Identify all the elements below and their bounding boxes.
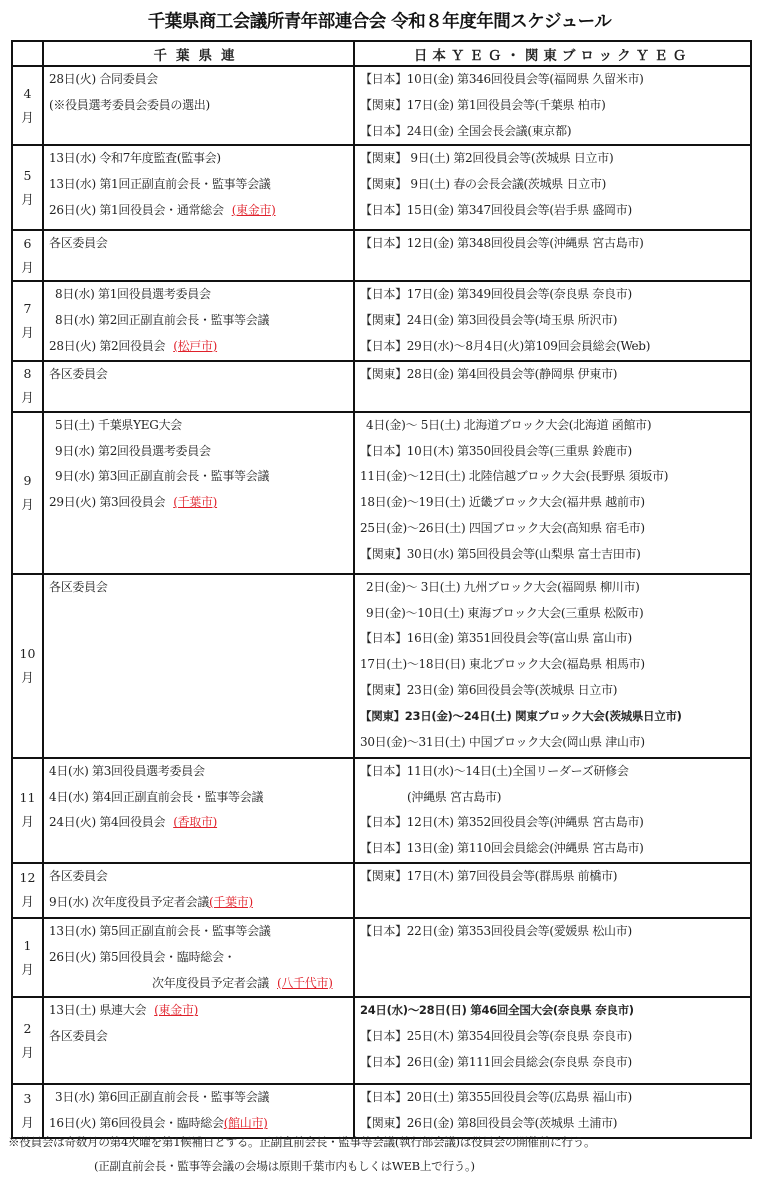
event-text: 9日(水) 次年度役員予定者会議	[49, 894, 210, 909]
event-text: 11日(金)～12日(土) 北陸信越ブロック大会(長野県 須坂市)	[360, 469, 669, 484]
kenren-cell	[43, 361, 354, 412]
month-number: 4	[23, 85, 32, 101]
month-cell	[12, 758, 43, 863]
table-row	[12, 412, 751, 574]
yeg-event	[355, 362, 750, 388]
event-text: 【日本】15日(金) 第347回役員会等(岩手県 盛岡市)	[360, 202, 632, 217]
yeg-cell	[354, 918, 751, 997]
month-cell	[12, 574, 43, 758]
kenren-event	[44, 308, 353, 334]
yeg-cell	[354, 758, 751, 863]
yeg-event	[355, 516, 750, 542]
month-number: 7	[23, 301, 32, 317]
event-text: 【日本】10日(木) 第350回役員会等(三重県 鈴鹿市)	[360, 443, 632, 458]
table-row	[12, 66, 751, 145]
kenren-event	[44, 810, 353, 836]
event-text: 4日(金)～ 5日(土) 北海道ブロック大会(北海道 函館市)	[366, 417, 652, 432]
kenren-event	[44, 413, 353, 439]
yeg-cell	[354, 281, 751, 360]
page-title: 千葉県商工会議所青年部連合会 令和８年度年間スケジュール	[147, 12, 612, 32]
kenren-event	[44, 439, 353, 465]
kenren-cell	[43, 145, 354, 230]
event-text: 【関東】23日(金)～24日(土) 関東ブロック大会(茨城県日立市)	[360, 708, 682, 723]
month-cell	[12, 145, 43, 230]
yeg-event	[355, 334, 750, 360]
event-text: 13日(水) 第1回正副直前会長・監事等会議	[49, 177, 271, 192]
month-unit: 月	[21, 191, 34, 207]
header-kenren: 千葉県連	[43, 41, 354, 66]
month-number: 6	[23, 235, 32, 251]
month-unit: 月	[21, 109, 34, 125]
event-text: 各区委員会	[49, 366, 108, 381]
event-text: 【日本】11日(水)～14日(土)全国リーダーズ研修会	[360, 763, 629, 778]
event-text: 【日本】12日(金) 第348回役員会等(沖縄県 宮古島市)	[360, 236, 644, 251]
month-unit: 月	[21, 1115, 34, 1131]
yeg-event	[355, 1024, 750, 1050]
event-location-link: (八千代市)	[277, 975, 333, 990]
event-text: 26日(火) 第1回役員会・通常総会	[49, 202, 224, 217]
footnotes	[8, 1130, 753, 1178]
kenren-event	[44, 464, 353, 490]
table-row	[12, 997, 751, 1084]
event-location-link: (東金市)	[154, 1003, 199, 1018]
yeg-event	[355, 998, 750, 1024]
month-number: 8	[23, 366, 32, 382]
kenren-event	[44, 334, 353, 360]
month-number: 3	[23, 1091, 32, 1107]
event-text: 9日(水) 第3回正副直前会長・監事等会議	[55, 469, 270, 484]
table-row	[12, 574, 751, 758]
month-unit: 月	[21, 1044, 34, 1060]
month-unit: 月	[21, 390, 34, 406]
yeg-event	[355, 146, 750, 172]
event-text: 【関東】30日(水) 第5回役員会等(山梨県 富士吉田市)	[360, 546, 641, 561]
yeg-event	[355, 836, 750, 862]
month-unit: 月	[21, 496, 34, 512]
kenren-event	[44, 759, 353, 785]
kenren-event	[44, 890, 353, 916]
event-text: 25日(金)～26日(土) 四国ブロック大会(高知県 宿毛市)	[360, 520, 645, 535]
yeg-event	[355, 1085, 750, 1111]
event-text: 【日本】13日(金) 第110回会員総会(沖縄県 宮古島市)	[360, 841, 644, 856]
kenren-event	[44, 198, 353, 224]
kenren-event	[44, 1085, 353, 1111]
event-location-link: (香取市)	[173, 815, 218, 830]
yeg-event	[355, 231, 750, 257]
footnote-1: ※役員会は奇数月の第4火曜を第1候補日とする。正副直前会長・監事等会議(執行部会議)は役員会の開催前に行う。	[8, 1135, 596, 1149]
yeg-event	[355, 601, 750, 627]
event-text: 【関東】17日(木) 第7回役員会等(群馬県 前橋市)	[360, 868, 618, 883]
event-location-link: (館山市)	[223, 1116, 268, 1131]
table-row	[12, 361, 751, 412]
yeg-cell	[354, 145, 751, 230]
yeg-event	[355, 626, 750, 652]
event-text: 【関東】24日(金) 第3回役員会等(埼玉県 所沢市)	[360, 313, 618, 328]
event-location-link: (千葉市)	[173, 495, 218, 510]
month-cell	[12, 230, 43, 281]
kenren-event	[44, 575, 353, 601]
month-number: 2	[23, 1020, 32, 1036]
yeg-event	[355, 172, 750, 198]
month-cell	[12, 281, 43, 360]
event-text: 16日(火) 第6回役員会・臨時総会	[49, 1116, 224, 1131]
yeg-event	[355, 864, 750, 890]
event-text: 【日本】20日(土) 第355回役員会等(広島県 福山市)	[360, 1090, 632, 1105]
kenren-cell	[43, 281, 354, 360]
month-cell	[12, 997, 43, 1084]
event-text: 【日本】10日(金) 第346回役員会等(福岡県 久留米市)	[360, 72, 644, 86]
kenren-event	[44, 490, 353, 516]
table-row	[12, 230, 751, 281]
event-text: 4日(水) 第4回正副直前会長・監事等会議	[49, 789, 264, 804]
yeg-event	[355, 464, 750, 490]
event-text: 【日本】12日(木) 第352回役員会等(沖縄県 宮古島市)	[360, 815, 644, 830]
event-text: 28日(火) 合同委員会	[49, 72, 158, 86]
month-unit: 月	[21, 814, 34, 830]
event-text: 5日(土) 千葉県YEG大会	[55, 417, 182, 432]
event-text: 【日本】26日(金) 第111回会員総会(奈良県 奈良市)	[360, 1054, 632, 1069]
event-location-link: (東金市)	[231, 202, 276, 217]
event-text: 3日(水) 第6回正副直前会長・監事等会議	[55, 1090, 270, 1105]
event-text: 24日(水)～28日(日) 第46回全国大会(奈良県 奈良市)	[360, 1003, 634, 1018]
event-text: 9日(金)～10日(土) 東海ブロック大会(三重県 松阪市)	[366, 605, 644, 620]
event-text: 【関東】17日(金) 第1回役員会等(千葉県 柏市)	[360, 97, 606, 112]
yeg-event	[355, 919, 750, 945]
yeg-event	[355, 704, 750, 730]
yeg-event	[355, 810, 750, 836]
event-text: 4日(水) 第3回役員選考委員会	[49, 763, 205, 778]
header-month	[12, 41, 43, 66]
event-text: (※役員選考委員会委員の選出)	[49, 97, 210, 112]
yeg-event	[355, 652, 750, 678]
yeg-event	[355, 198, 750, 224]
yeg-cell	[354, 66, 751, 145]
event-text: 【関東】 9日(土) 第2回役員会等(茨城県 日立市)	[360, 151, 614, 166]
event-text: 2日(金)～ 3日(土) 九州ブロック大会(福岡県 柳川市)	[366, 579, 640, 594]
month-number: 5	[23, 167, 32, 183]
kenren-event	[44, 945, 353, 971]
month-number: 1	[23, 937, 32, 953]
table-row	[12, 145, 751, 230]
kenren-event	[44, 1024, 353, 1050]
event-text: 【日本】24日(金) 全国会長会議(東京都)	[360, 123, 572, 138]
yeg-cell	[354, 412, 751, 574]
yeg-event	[355, 439, 750, 465]
schedule-table	[11, 40, 752, 1139]
table-row	[12, 918, 751, 997]
yeg-event	[355, 413, 750, 439]
yeg-event	[355, 67, 750, 93]
event-text: 【日本】16日(金) 第351回役員会等(富山県 富山市)	[360, 631, 632, 646]
yeg-cell	[354, 863, 751, 918]
kenren-event	[44, 172, 353, 198]
event-text: 各区委員会	[49, 579, 108, 594]
month-number: 11	[19, 790, 36, 806]
yeg-event	[355, 678, 750, 704]
yeg-event	[355, 490, 750, 516]
kenren-event	[44, 362, 353, 388]
kenren-event	[44, 231, 353, 257]
kenren-event	[44, 998, 353, 1024]
kenren-cell	[43, 997, 354, 1084]
month-cell	[12, 918, 43, 997]
event-location-link: (松戸市)	[173, 338, 218, 353]
kenren-event	[44, 146, 353, 172]
yeg-event	[355, 785, 750, 811]
event-text: 9日(水) 第2回役員選考委員会	[55, 443, 211, 458]
kenren-cell	[43, 66, 354, 145]
kenren-event	[44, 785, 353, 811]
header-yeg: 日本ＹＥＧ・関東ブロックＹＥＧ	[354, 41, 751, 66]
month-unit: 月	[21, 961, 34, 977]
month-cell	[12, 66, 43, 145]
kenren-cell	[43, 412, 354, 574]
event-text: 各区委員会	[49, 1029, 108, 1044]
event-text: 13日(水) 令和7年度監査(監事会)	[49, 151, 221, 166]
event-text: 8日(水) 第2回正副直前会長・監事等会議	[55, 313, 270, 328]
event-text: 29日(火) 第3回役員会	[49, 495, 166, 510]
yeg-event	[355, 730, 750, 756]
kenren-cell	[43, 758, 354, 863]
yeg-cell	[354, 574, 751, 758]
table-row	[12, 863, 751, 918]
kenren-cell	[43, 918, 354, 997]
event-text: 17日(土)～18日(日) 東北ブロック大会(福島県 相馬市)	[360, 657, 645, 672]
kenren-event	[44, 971, 353, 997]
event-text: 8日(水) 第1回役員選考委員会	[55, 287, 211, 302]
event-text: 13日(土) 県連大会	[49, 1003, 147, 1018]
kenren-cell	[43, 863, 354, 918]
event-text: 【関東】23日(金) 第6回役員会等(茨城県 日立市)	[360, 682, 618, 697]
yeg-event	[355, 575, 750, 601]
kenren-event	[44, 919, 353, 945]
yeg-event	[355, 308, 750, 334]
table-row	[12, 758, 751, 863]
yeg-event	[355, 1050, 750, 1076]
month-unit: 月	[21, 669, 34, 685]
event-text: 次年度役員予定者会議	[152, 975, 270, 990]
yeg-cell	[354, 230, 751, 281]
event-text: 【日本】17日(金) 第349回役員会等(奈良県 奈良市)	[360, 287, 632, 302]
kenren-event	[44, 282, 353, 308]
event-text: 13日(水) 第5回正副直前会長・監事等会議	[49, 923, 271, 938]
yeg-event	[355, 93, 750, 119]
event-text: 【関東】 9日(土) 春の会長会議(茨城県 日立市)	[360, 177, 607, 192]
kenren-cell	[43, 574, 354, 758]
month-unit: 月	[21, 325, 34, 341]
footnote-2: (正副直前会長・監事等会議の会場は原則千葉市内もしくはWEB上で行う。)	[94, 1159, 475, 1173]
event-text: (沖縄県 宮古島市)	[407, 789, 502, 804]
month-cell	[12, 412, 43, 574]
month-cell	[12, 863, 43, 918]
event-text: 各区委員会	[49, 236, 108, 251]
kenren-cell	[43, 230, 354, 281]
event-text: 【日本】25日(木) 第354回役員会等(奈良県 奈良市)	[360, 1029, 632, 1044]
event-text: 26日(火) 第5回役員会・臨時総会・	[49, 949, 236, 964]
yeg-event	[355, 759, 750, 785]
month-unit: 月	[21, 259, 34, 275]
table-header-row	[12, 41, 751, 66]
event-text: 各区委員会	[49, 868, 108, 883]
month-number: 12	[19, 870, 36, 886]
table-row	[12, 281, 751, 360]
yeg-event	[355, 282, 750, 308]
event-text: 24日(火) 第4回役員会	[49, 815, 166, 830]
event-text: 【関東】28日(金) 第4回役員会等(静岡県 伊東市)	[360, 366, 618, 381]
kenren-event	[44, 93, 353, 119]
yeg-event	[355, 542, 750, 568]
month-cell	[12, 361, 43, 412]
month-number: 9	[23, 472, 32, 488]
yeg-cell	[354, 997, 751, 1084]
event-text: 30日(金)～31日(土) 中国ブロック大会(岡山県 津山市)	[360, 734, 645, 749]
event-location-link: (千葉市)	[209, 894, 253, 909]
event-text: 18日(金)～19日(土) 近畿ブロック大会(福井県 越前市)	[360, 495, 645, 510]
month-number: 10	[19, 645, 36, 661]
event-text: 【日本】22日(金) 第353回役員会等(愛媛県 松山市)	[360, 923, 632, 938]
kenren-event	[44, 864, 353, 890]
kenren-event	[44, 67, 353, 93]
event-text: 28日(火) 第2回役員会	[49, 338, 166, 353]
event-text: 【関東】26日(金) 第8回役員会等(茨城県 土浦市)	[360, 1116, 618, 1131]
month-unit: 月	[21, 894, 34, 910]
event-text: 【日本】29日(水)～8月4日(火)第109回会員総会(Web)	[360, 338, 651, 353]
yeg-cell	[354, 361, 751, 412]
yeg-event	[355, 119, 750, 145]
